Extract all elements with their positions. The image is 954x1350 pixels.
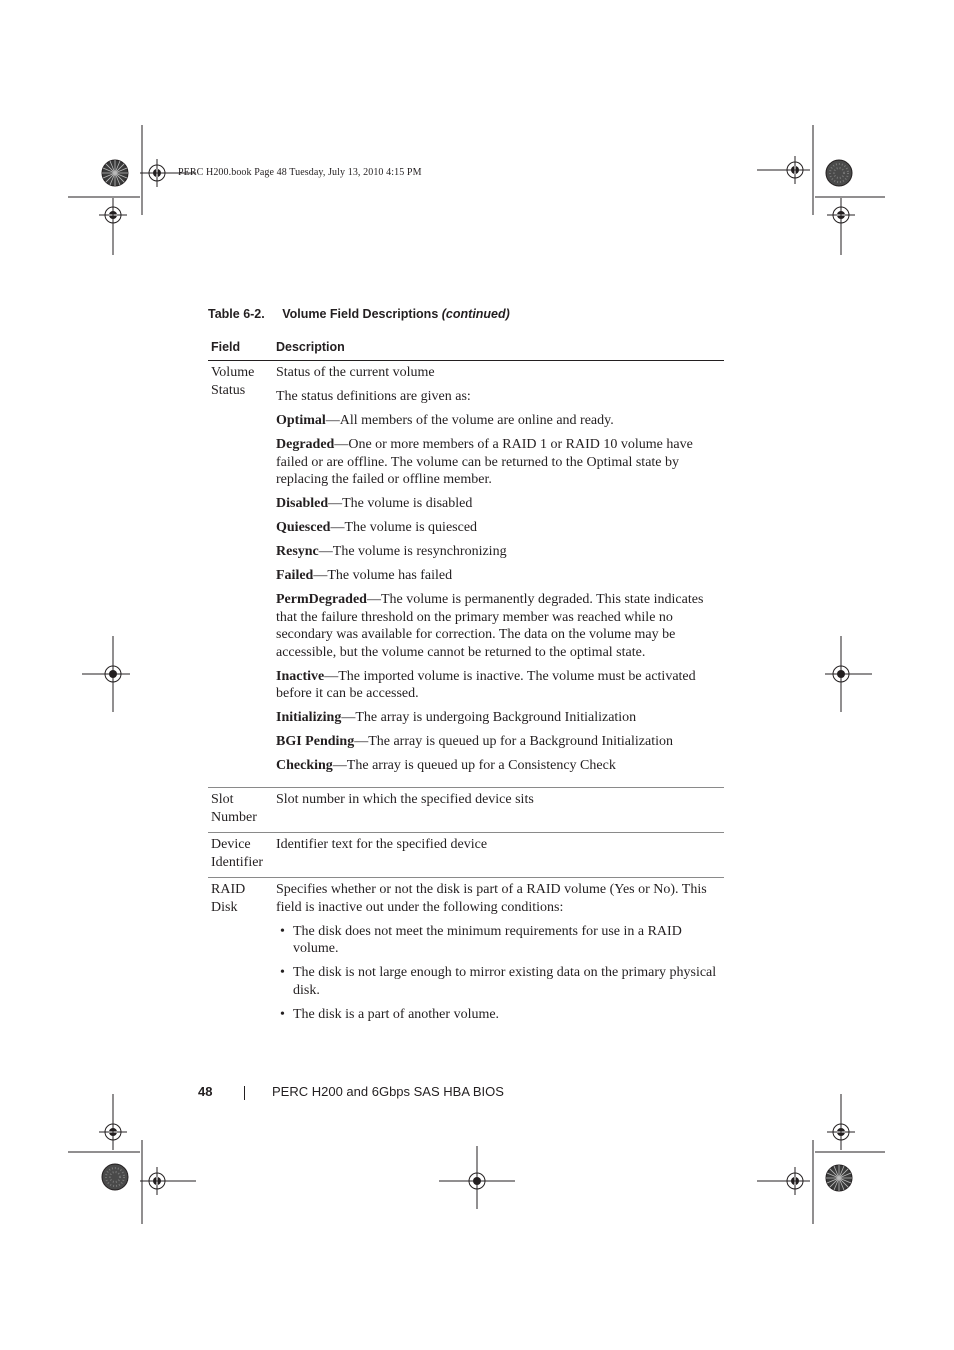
status-def-optimal: Optimal—All members of the volume are online and ready. <box>276 413 614 428</box>
table-caption-continued: (continued) <box>441 307 510 321</box>
table-row-device-identifier <box>208 833 724 878</box>
field-cell: RAID Disk <box>211 882 246 915</box>
field-cell: Slot Number <box>211 792 257 825</box>
header-description: Description <box>276 340 345 354</box>
color-bar-dots-bottom-left <box>102 1164 128 1190</box>
status-def-bgi-pending: BGI Pending—The array is queued up for a Background Initialization <box>276 734 673 749</box>
description-cell <box>276 881 724 1030</box>
status-def-initializing: Initializing—The array is undergoing Background Initialization <box>276 710 637 725</box>
header-field: Field <box>211 340 241 354</box>
print-slug: PERC H200.book Page 48 Tuesday, July 13, 2010 4:15 PM <box>178 167 422 178</box>
status-def-checking: Checking—The array is queued up for a Consistency Check <box>276 758 616 773</box>
field-cell: Volume Status <box>211 365 255 398</box>
color-bar-dots-top-right <box>826 160 852 186</box>
status-def-permdegraded: PermDegraded—The volume is permanently degraded. This state indicates that the failure threshold on the primary member was reached while no secondary was available for correction. The data on the volume may be accessible, but the volume cannot be returned to the optimal state. <box>276 592 704 660</box>
status-intro: Status of the current volume <box>276 365 435 380</box>
footer-divider <box>244 1086 245 1100</box>
status-def-resync: Resync—The volume is resynchronizing <box>276 544 507 559</box>
table-caption <box>208 307 510 321</box>
list-item: • The disk is not large enough to mirror existing data on the primary physical disk. <box>280 965 717 998</box>
status-defs-intro: The status definitions are given as: <box>276 389 471 404</box>
raid-disk-desc: Specifies whether or not the disk is part of a RAID volume (Yes or No). This field is inactive out under the following conditions: <box>276 882 707 915</box>
table-caption-number: Table 6-2. <box>208 307 265 321</box>
description-cell: Slot number in which the specified device sits <box>276 792 534 807</box>
description-cell: Identifier text for the specified device <box>276 837 488 852</box>
status-def-inactive: Inactive—The imported volume is inactive. The volume must be activated before it can be accessed. <box>276 668 696 701</box>
color-bar-star-top-left <box>102 160 128 186</box>
status-def-failed: Failed—The volume has failed <box>276 568 453 583</box>
bullet-icon: • <box>280 923 285 939</box>
bullet-icon: • <box>280 1006 285 1022</box>
field-cell: Device Identifier <box>211 837 264 870</box>
bullet-icon: • <box>280 965 285 980</box>
list-item: • The disk is a part of another volume. <box>280 1006 500 1022</box>
status-def-degraded: Degraded—One or more members of a RAID 1 or RAID 10 volume have failed or are offline. The volume can be returned to the Optimal state by replacing the failed or offline member. <box>276 437 693 487</box>
status-def-quiesced: Quiesced—The volume is quiesced <box>276 520 478 535</box>
table-row-slot-number <box>208 788 724 833</box>
status-def-disabled: Disabled—The volume is disabled <box>276 496 473 511</box>
table-caption-title: Volume Field Descriptions <box>282 307 439 321</box>
description-cell <box>276 364 724 781</box>
list-item: • The disk does not meet the minimum requirements for use in a RAID volume. <box>280 923 682 956</box>
volume-field-table <box>208 334 724 1036</box>
table-row-raid-disk <box>208 878 724 1036</box>
color-bar-star-bottom-right <box>826 1165 852 1191</box>
table-header-row <box>208 334 724 361</box>
footer-title: PERC H200 and 6Gbps SAS HBA BIOS <box>272 1084 504 1099</box>
table-row-volume-status <box>208 361 724 788</box>
page-number: 48 <box>198 1084 213 1099</box>
